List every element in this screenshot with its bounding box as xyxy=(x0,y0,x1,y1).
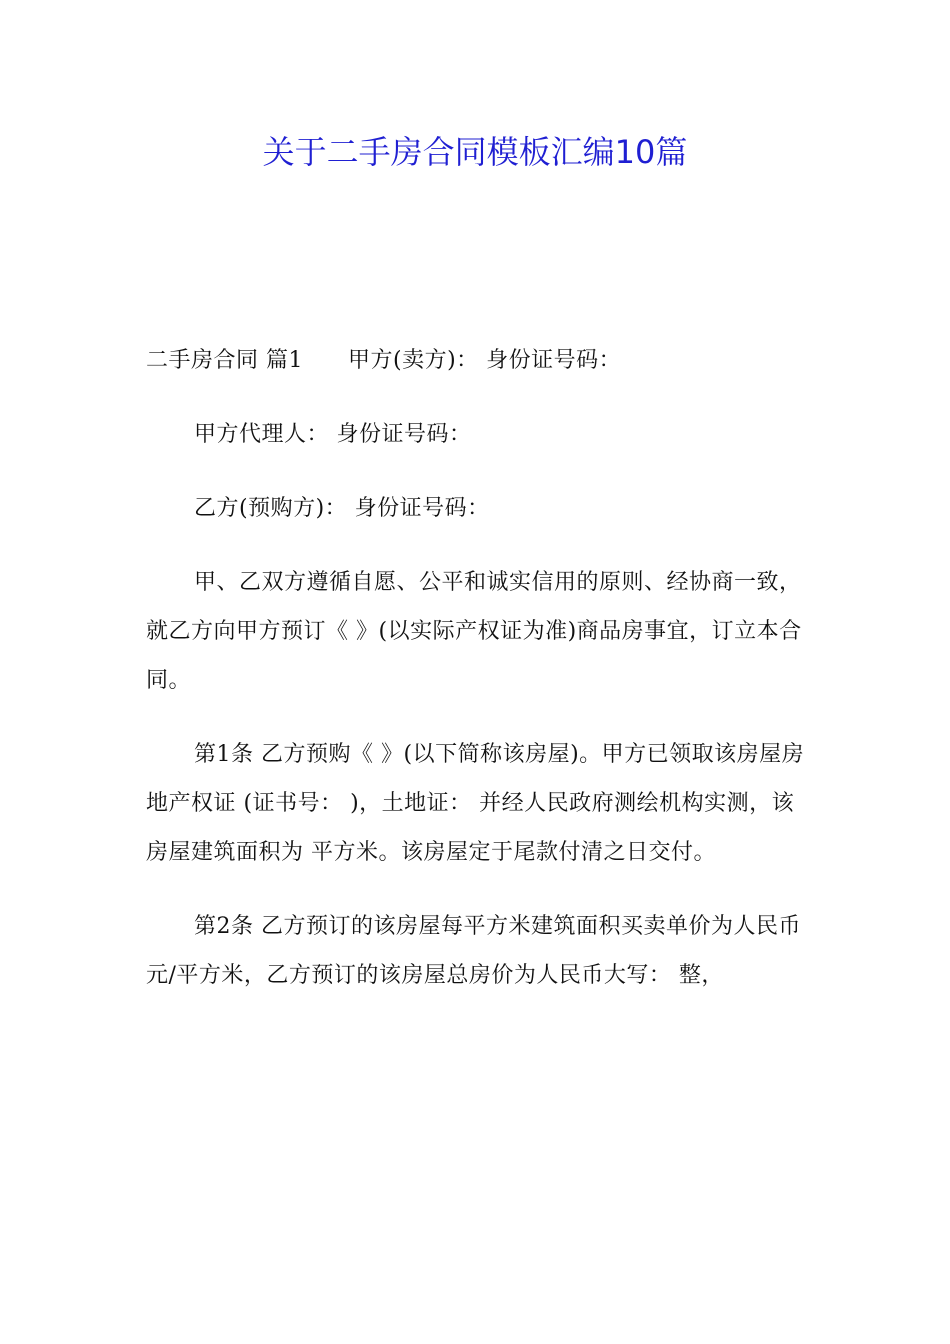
paragraph-seller-agent: 甲方代理人： 身份证号码： xyxy=(194,422,472,447)
paragraph-buyer: 乙方(预购方)： 身份证号码： xyxy=(194,496,490,521)
document-title: 关于二手房合同模板汇编10篇 xyxy=(262,133,688,171)
paragraph-article-2: 第2条 乙方预订的该房屋每平方米建筑面积买卖单价为人民币 元/平方米，乙方预订的该房屋总房价为人民币大写： 整， xyxy=(146,914,801,988)
document-body xyxy=(146,336,812,1025)
paragraph-article-1: 第1条 乙方预购《 》(以下简称该房屋)。甲方已领取该房屋房地产权证 (证书号： )，土地证： 并经人民政府测绘机构实测，该房屋建筑面积为 平方米。该房屋定于尾款付清之日交付。 xyxy=(146,742,805,865)
paragraph-agreement-intro: 甲、乙双方遵循自愿、公平和诚实信用的原则、经协商一致，就乙方向甲方预订《 》(以实际产权证为准)商品房事宜，订立本合同。 xyxy=(146,570,802,693)
paragraph-parties-seller: 二手房合同 篇1 甲方(卖方)： 身份证号码： xyxy=(146,348,622,373)
